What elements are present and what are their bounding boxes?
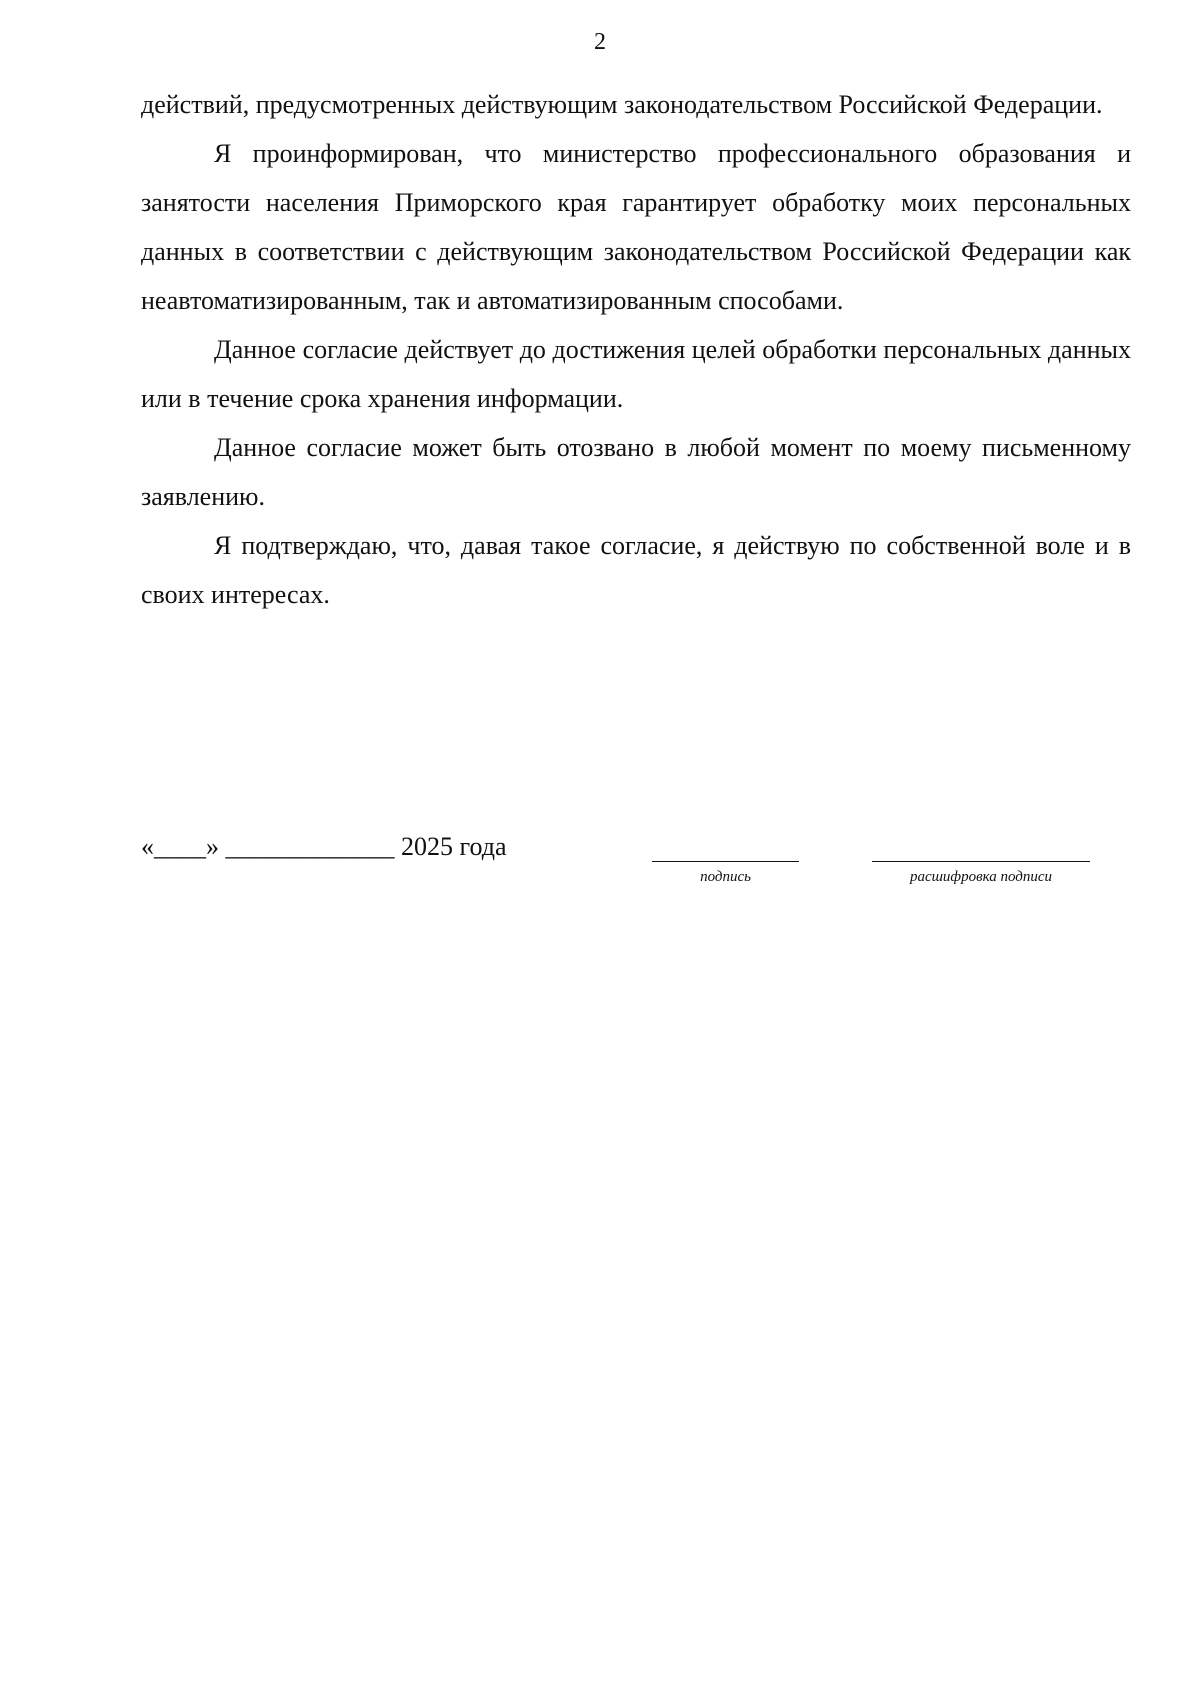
paragraph-consent-revocation: Данное согласие может быть отозвано в любой момент по моему письменному заявлению. (141, 433, 1131, 511)
signature-date-line: «____» _____________ 2025 года (141, 832, 507, 861)
paragraph-consent-term: Данное согласие действует до достижения целей обработки персональных данных или в течение срока хранения информации. (141, 335, 1131, 413)
signature-decryption-field (872, 830, 1090, 890)
signature-decryption-caption: расшифровка подписи (909, 869, 1053, 885)
signature-field (652, 830, 799, 890)
paragraph-continuation: действий, предусмотренных действующим законодательством Российской Федерации. (141, 90, 1103, 119)
paragraph-confirmation: Я подтверждаю, что, давая такое согласие, я действую по собственной воле и в своих интересах. (141, 531, 1131, 609)
signature-line (652, 861, 799, 862)
signature-caption: подпись (700, 869, 751, 885)
document-body (141, 80, 1131, 619)
page-number: 2 (594, 29, 606, 55)
signature-decryption-line (872, 861, 1090, 862)
paragraph-data-processing: Я проинформирован, что министерство профессионального образования и занятости населения Приморского края гарантирует обработку моих персональных данных в соответствии с действующим законодательством Российской Федерации как неавтоматизированным, так и автоматизированным способами. (141, 139, 1131, 315)
